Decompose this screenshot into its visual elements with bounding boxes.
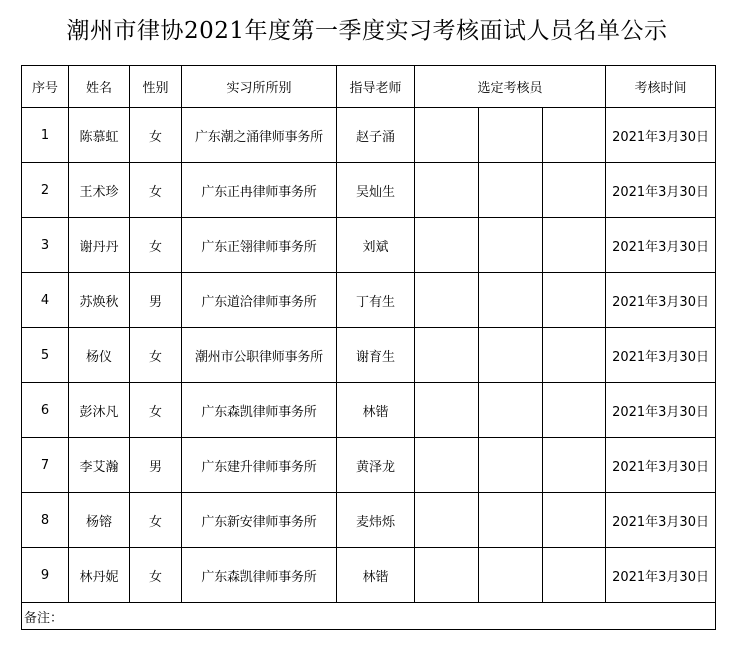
cell-examiner-1	[415, 163, 479, 218]
cell-mentor: 林锴	[337, 383, 415, 438]
cell-gender: 女	[130, 108, 182, 163]
cell-examiner-3	[543, 108, 606, 163]
cell-examiner-3	[543, 383, 606, 438]
cell-index: 6	[22, 383, 69, 438]
cell-index: 7	[22, 438, 69, 493]
cell-mentor: 刘斌	[337, 218, 415, 273]
cell-firm: 广东正冉律师事务所	[182, 163, 337, 218]
cell-examiner-3	[543, 493, 606, 548]
cell-name: 陈慕虹	[69, 108, 130, 163]
cell-index: 8	[22, 493, 69, 548]
cell-examiner-3	[543, 273, 606, 328]
table-row	[22, 273, 716, 328]
cell-examiner-3	[543, 328, 606, 383]
cell-examiner-2	[479, 438, 543, 493]
header-index: 序号	[22, 66, 69, 108]
cell-examiner-2	[479, 218, 543, 273]
cell-examiner-1	[415, 273, 479, 328]
cell-time: 2021年3月30日	[606, 493, 716, 548]
cell-index: 1	[22, 108, 69, 163]
table-row	[22, 218, 716, 273]
cell-time: 2021年3月30日	[606, 108, 716, 163]
table-row	[22, 108, 716, 163]
table-header-row	[22, 66, 716, 108]
table-row	[22, 163, 716, 218]
cell-examiner-1	[415, 438, 479, 493]
cell-name: 彭沐凡	[69, 383, 130, 438]
cell-mentor: 黄泽龙	[337, 438, 415, 493]
cell-firm: 广东森凯律师事务所	[182, 383, 337, 438]
cell-firm: 广东新安律师事务所	[182, 493, 337, 548]
cell-examiner-3	[543, 438, 606, 493]
cell-gender: 女	[130, 383, 182, 438]
header-mentor: 指导老师	[337, 66, 415, 108]
cell-mentor: 丁有生	[337, 273, 415, 328]
cell-index: 2	[22, 163, 69, 218]
cell-gender: 男	[130, 438, 182, 493]
cell-examiner-2	[479, 328, 543, 383]
header-time: 考核时间	[606, 66, 716, 108]
cell-index: 5	[22, 328, 69, 383]
cell-mentor: 麦炜烁	[337, 493, 415, 548]
cell-index: 4	[22, 273, 69, 328]
table-row	[22, 383, 716, 438]
cell-firm: 广东森凯律师事务所	[182, 548, 337, 603]
cell-name: 杨仪	[69, 328, 130, 383]
cell-firm: 广东正翎律师事务所	[182, 218, 337, 273]
cell-firm: 广东潮之涌律师事务所	[182, 108, 337, 163]
header-name: 姓名	[69, 66, 130, 108]
cell-examiner-1	[415, 218, 479, 273]
cell-name: 谢丹丹	[69, 218, 130, 273]
cell-name: 苏焕秋	[69, 273, 130, 328]
cell-gender: 女	[130, 218, 182, 273]
table-row	[22, 548, 716, 603]
cell-name: 林丹妮	[69, 548, 130, 603]
cell-gender: 男	[130, 273, 182, 328]
cell-examiner-3	[543, 218, 606, 273]
cell-examiner-1	[415, 383, 479, 438]
cell-examiner-3	[543, 548, 606, 603]
cell-mentor: 谢育生	[337, 328, 415, 383]
notes-row	[22, 603, 716, 630]
cell-mentor: 吴灿生	[337, 163, 415, 218]
cell-examiner-1	[415, 493, 479, 548]
cell-examiner-2	[479, 273, 543, 328]
cell-time: 2021年3月30日	[606, 438, 716, 493]
roster-table	[21, 65, 716, 630]
header-gender: 性别	[130, 66, 182, 108]
cell-examiner-2	[479, 493, 543, 548]
cell-gender: 女	[130, 493, 182, 548]
header-firm: 实习所所别	[182, 66, 337, 108]
cell-time: 2021年3月30日	[606, 163, 716, 218]
cell-name: 李艾瀚	[69, 438, 130, 493]
cell-examiner-2	[479, 548, 543, 603]
table-row	[22, 493, 716, 548]
cell-examiner-1	[415, 548, 479, 603]
cell-name: 杨镕	[69, 493, 130, 548]
table-row	[22, 438, 716, 493]
cell-gender: 女	[130, 548, 182, 603]
header-examiners: 选定考核员	[415, 66, 606, 108]
cell-time: 2021年3月30日	[606, 383, 716, 438]
cell-time: 2021年3月30日	[606, 218, 716, 273]
cell-time: 2021年3月30日	[606, 548, 716, 603]
cell-index: 3	[22, 218, 69, 273]
cell-name: 王术珍	[69, 163, 130, 218]
cell-examiner-2	[479, 383, 543, 438]
cell-mentor: 林锴	[337, 548, 415, 603]
cell-examiner-2	[479, 163, 543, 218]
cell-mentor: 赵子涌	[337, 108, 415, 163]
cell-gender: 女	[130, 163, 182, 218]
cell-examiner-2	[479, 108, 543, 163]
cell-time: 2021年3月30日	[606, 273, 716, 328]
cell-examiner-1	[415, 108, 479, 163]
cell-time: 2021年3月30日	[606, 328, 716, 383]
page-title: 潮州市律协2021年度第一季度实习考核面试人员名单公示	[66, 18, 668, 44]
cell-firm: 广东道洽律师事务所	[182, 273, 337, 328]
cell-index: 9	[22, 548, 69, 603]
table-row	[22, 328, 716, 383]
cell-firm: 广东建升律师事务所	[182, 438, 337, 493]
cell-examiner-3	[543, 163, 606, 218]
cell-gender: 女	[130, 328, 182, 383]
cell-firm: 潮州市公职律师事务所	[182, 328, 337, 383]
notes-label: 备注：	[22, 603, 716, 630]
cell-examiner-1	[415, 328, 479, 383]
